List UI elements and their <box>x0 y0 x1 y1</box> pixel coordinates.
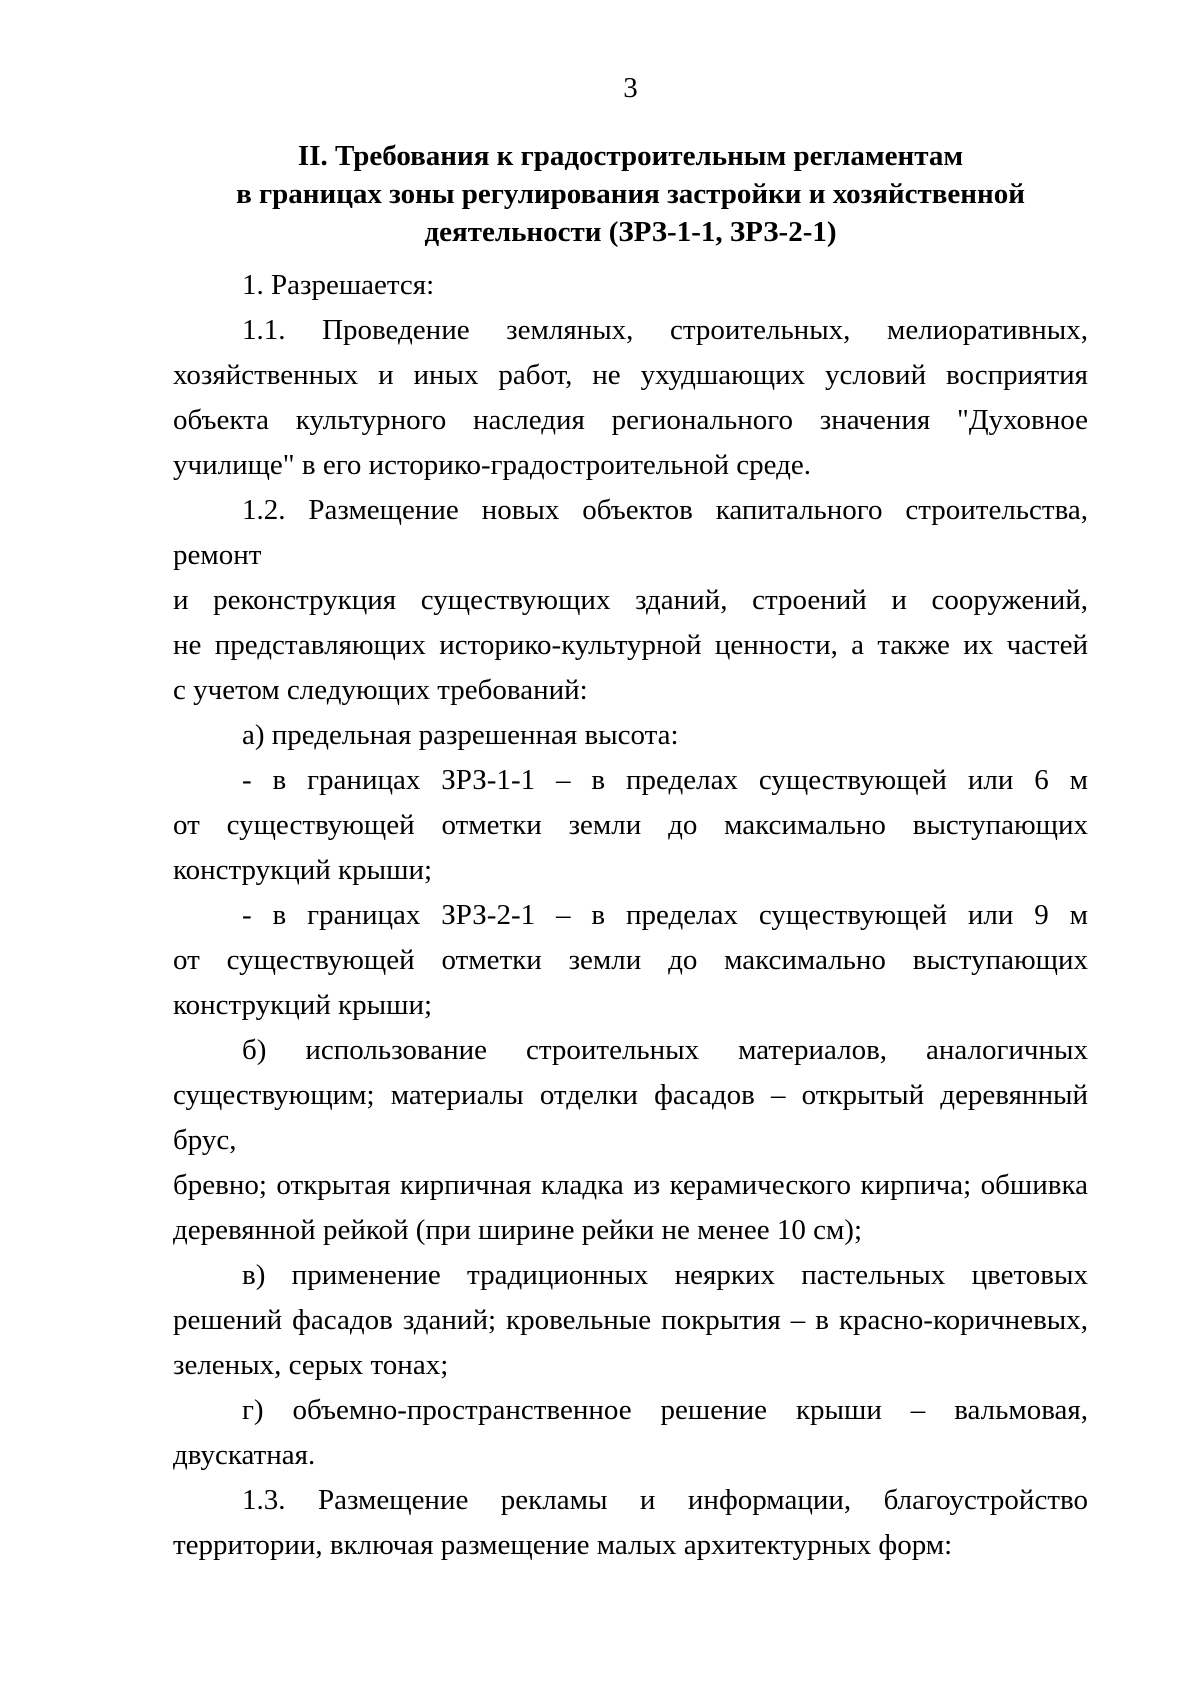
paragraph-line: 1.2. Размещение новых объектов капитального строительства, ремонт <box>173 494 1088 571</box>
paragraph <box>173 1028 1088 1253</box>
heading-line: деятельности (ЗРЗ-1-1, ЗРЗ-2-1) <box>424 216 837 248</box>
page-number: 3 <box>623 72 638 104</box>
paragraph <box>173 308 1088 488</box>
paragraph-line: г) объемно-пространственное решение крыши – вальмовая, <box>242 1394 1088 1426</box>
paragraph-line: 1. Разрешается: <box>242 269 435 301</box>
paragraph <box>173 263 1088 308</box>
paragraph <box>173 1253 1088 1388</box>
section-heading <box>173 137 1088 251</box>
paragraph-line: решений фасадов зданий; кровельные покрытия – в красно-коричневых, <box>173 1304 1088 1336</box>
heading-line: в границах зоны регулирования застройки и хозяйственной <box>236 178 1025 210</box>
paragraph <box>173 1388 1088 1478</box>
paragraph-line: от существующей отметки земли до максимально выступающих <box>173 944 1088 976</box>
paragraph <box>173 758 1088 893</box>
paragraph-line: от существующей отметки земли до максимально выступающих <box>173 809 1088 841</box>
paragraph-line: конструкций крыши; <box>173 854 433 886</box>
paragraph-line: не представляющих историко-культурной ценности, а также их частей <box>173 629 1088 661</box>
paragraph-line: училище" в его историко-градостроительной среде. <box>173 449 812 481</box>
paragraph-line: двускатная. <box>173 1439 316 1471</box>
paragraph <box>173 893 1088 1028</box>
paragraph-line: - в границах ЗРЗ-1-1 – в пределах существующей или 6 м <box>242 764 1088 796</box>
paragraph-line: объекта культурного наследия регионального значения "Духовное <box>173 404 1088 436</box>
paragraph-line: зеленых, серых тонах; <box>173 1349 449 1381</box>
paragraph-line: и реконструкция существующих зданий, строений и сооружений, <box>173 584 1088 616</box>
paragraph <box>173 488 1088 713</box>
paragraph-line: конструкций крыши; <box>173 989 433 1021</box>
paragraph-line: хозяйственных и иных работ, не ухудшающих условий восприятия <box>173 359 1088 391</box>
paragraph-line: 1.3. Размещение рекламы и информации, благоустройство <box>242 1484 1088 1516</box>
paragraph-line: бревно; открытая кирпичная кладка из керамического кирпича; обшивка <box>173 1169 1088 1201</box>
paragraph-line: 1.1. Проведение земляных, строительных, мелиоративных, <box>242 314 1088 346</box>
paragraph-line: деревянной рейкой (при ширине рейки не менее 10 см); <box>173 1214 863 1246</box>
paragraph-line: в) применение традиционных неярких пастельных цветовых <box>242 1259 1088 1291</box>
paragraph-line: территории, включая размещение малых архитектурных форм: <box>173 1529 953 1561</box>
paragraph-line: - в границах ЗРЗ-2-1 – в пределах существующей или 9 м <box>242 899 1088 931</box>
paragraph-line: а) предельная разрешенная высота: <box>242 719 679 751</box>
paragraph-line: существующим; материалы отделки фасадов – открытый деревянный брус, <box>173 1079 1088 1156</box>
heading-line: II. Требования к градостроительным регламентам <box>297 140 964 172</box>
paragraph <box>173 713 1088 758</box>
paragraph <box>173 1478 1088 1568</box>
paragraph-line: б) использование строительных материалов, аналогичных <box>242 1034 1088 1066</box>
paragraph-line: с учетом следующих требований: <box>173 674 588 706</box>
document-body <box>173 263 1088 1568</box>
